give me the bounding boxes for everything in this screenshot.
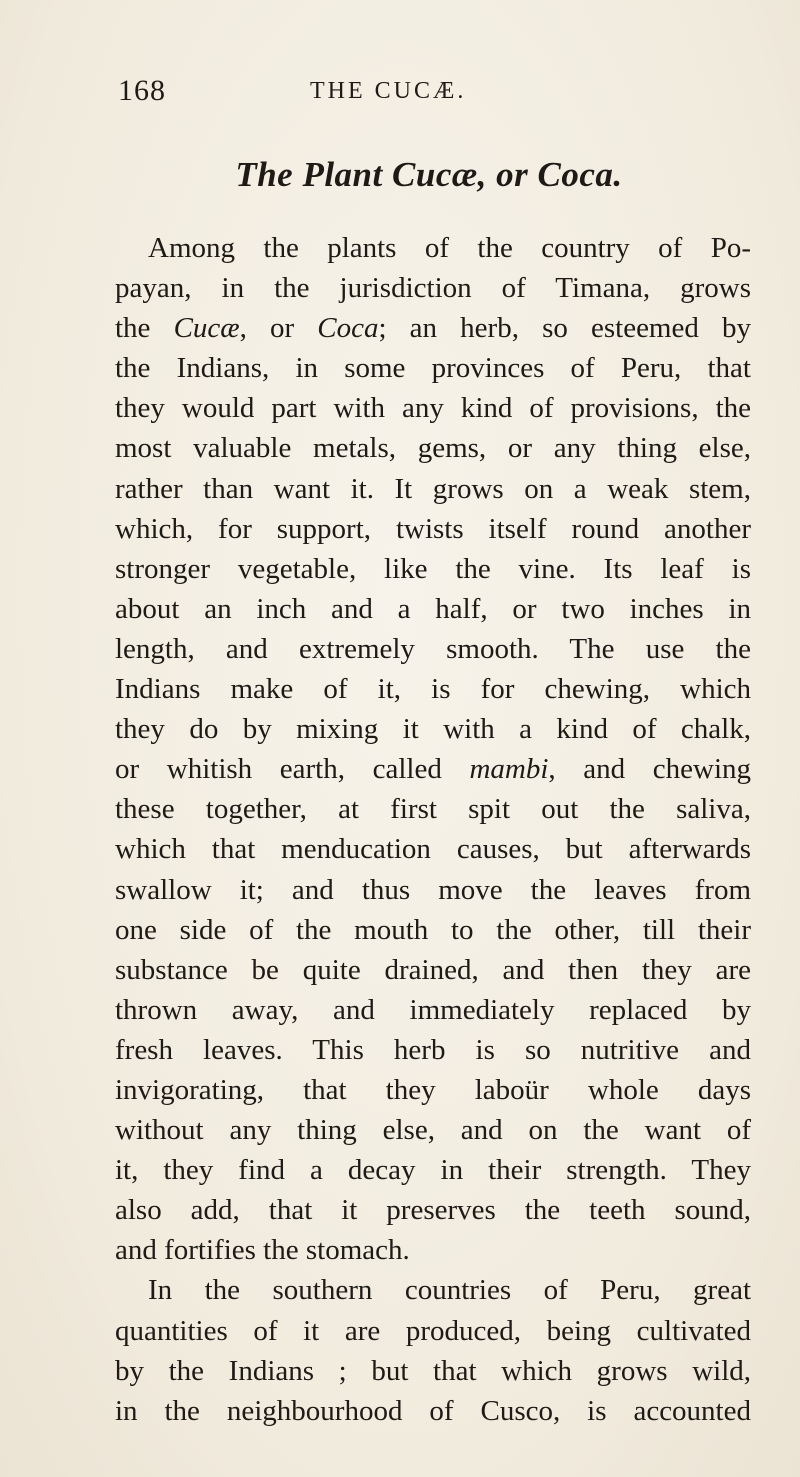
text-segment: length, and extremely smooth. The use the [115, 632, 751, 665]
text-line [115, 709, 751, 749]
text-line [115, 348, 751, 388]
text-segment: , or [239, 312, 318, 345]
section-title-part: The Plant [235, 155, 393, 194]
section-title-part: . [613, 155, 623, 194]
section-title-part: Cucæ [392, 155, 478, 194]
text-segment: thrown away, and immediately replaced by [115, 993, 751, 1026]
text-segment: Cucæ [173, 312, 240, 345]
text-line [115, 1311, 751, 1351]
text-segment: , and chewing [548, 753, 751, 786]
text-line [115, 990, 751, 1030]
text-segment: they would part with any kind of provisions, the [115, 392, 751, 425]
text-line [115, 1110, 751, 1150]
text-line [115, 549, 751, 589]
text-segment: by the Indians ; but that which grows wild, [115, 1354, 751, 1387]
text-segment: most valuable metals, gems, or any thing else, [115, 432, 751, 465]
text-line [115, 228, 751, 268]
text-line [115, 589, 751, 629]
text-segment: in the neighbourhood of Cusco, is accounted [115, 1394, 751, 1427]
page-number: 168 [118, 74, 166, 107]
text-line [115, 1030, 751, 1070]
text-segment: also add, that it preserves the teeth sound, [115, 1194, 751, 1227]
text-line [115, 1270, 751, 1310]
text-segment: they do by mixing it with a kind of chalk, [115, 713, 751, 746]
text-segment: which that menducation causes, but afterwards [115, 833, 751, 866]
text-segment: ; an herb, so esteemed by [378, 312, 751, 345]
text-line [115, 789, 751, 829]
text-segment: payan, in the jurisdiction of Timana, grows [115, 272, 751, 305]
running-head [118, 74, 740, 114]
text-line [115, 308, 751, 348]
text-segment: fresh leaves. This herb is so nutritive and [115, 1033, 751, 1066]
text-segment: Among the plants of the country of Po- [148, 232, 751, 264]
text-segment: without any thing else, and on the want of [115, 1114, 751, 1147]
text-line [115, 1391, 751, 1431]
text-segment: the [115, 312, 174, 345]
body-text [115, 228, 751, 1431]
text-segment: quantities of it are produced, being cultivated [115, 1314, 751, 1347]
text-segment: and fortifies the stomach. [115, 1234, 410, 1267]
text-segment: it, they find a decay in their strength. They [115, 1154, 751, 1187]
text-line [115, 950, 751, 990]
text-segment: mambi [469, 753, 549, 786]
text-line [115, 1190, 751, 1230]
text-segment: which, for support, twists itself round another [115, 512, 751, 545]
text-line [115, 1230, 751, 1270]
text-segment: one side of the mouth to the other, till their [115, 913, 751, 946]
text-line [115, 629, 751, 669]
text-line [115, 469, 751, 509]
text-segment: invigorating, that they laboür whole days [115, 1073, 751, 1106]
text-segment: Indians make of it, is for chewing, which [115, 673, 751, 706]
text-segment: substance be quite drained, and then they are [115, 953, 751, 986]
text-segment: rather than want it. It grows on a weak stem, [115, 472, 751, 505]
text-segment: about an inch and a half, or two inches in [115, 592, 751, 625]
text-line [115, 268, 751, 308]
text-segment: swallow it; and thus move the leaves from [115, 873, 751, 906]
text-segment: stronger vegetable, like the vine. Its leaf is [115, 552, 751, 585]
running-title: THE CUCÆ. [310, 78, 467, 104]
text-line [115, 1070, 751, 1110]
text-line [115, 910, 751, 950]
text-line [115, 1150, 751, 1190]
text-line [115, 829, 751, 869]
text-segment: In the southern countries of Peru, great [148, 1274, 751, 1307]
section-title-part: Coca [537, 155, 614, 194]
text-segment: Coca [317, 312, 379, 345]
text-line [115, 669, 751, 709]
text-line [115, 509, 751, 549]
section-title-part: , or [477, 155, 538, 194]
text-segment: or whitish earth, called [115, 753, 470, 786]
text-segment: these together, at first spit out the saliva, [115, 793, 751, 826]
text-line [115, 1351, 751, 1391]
text-line [115, 870, 751, 910]
section-title [118, 155, 740, 195]
text-line [115, 388, 751, 428]
text-segment: the Indians, in some provinces of Peru, that [115, 352, 751, 385]
text-line [115, 428, 751, 468]
text-line [115, 749, 751, 789]
